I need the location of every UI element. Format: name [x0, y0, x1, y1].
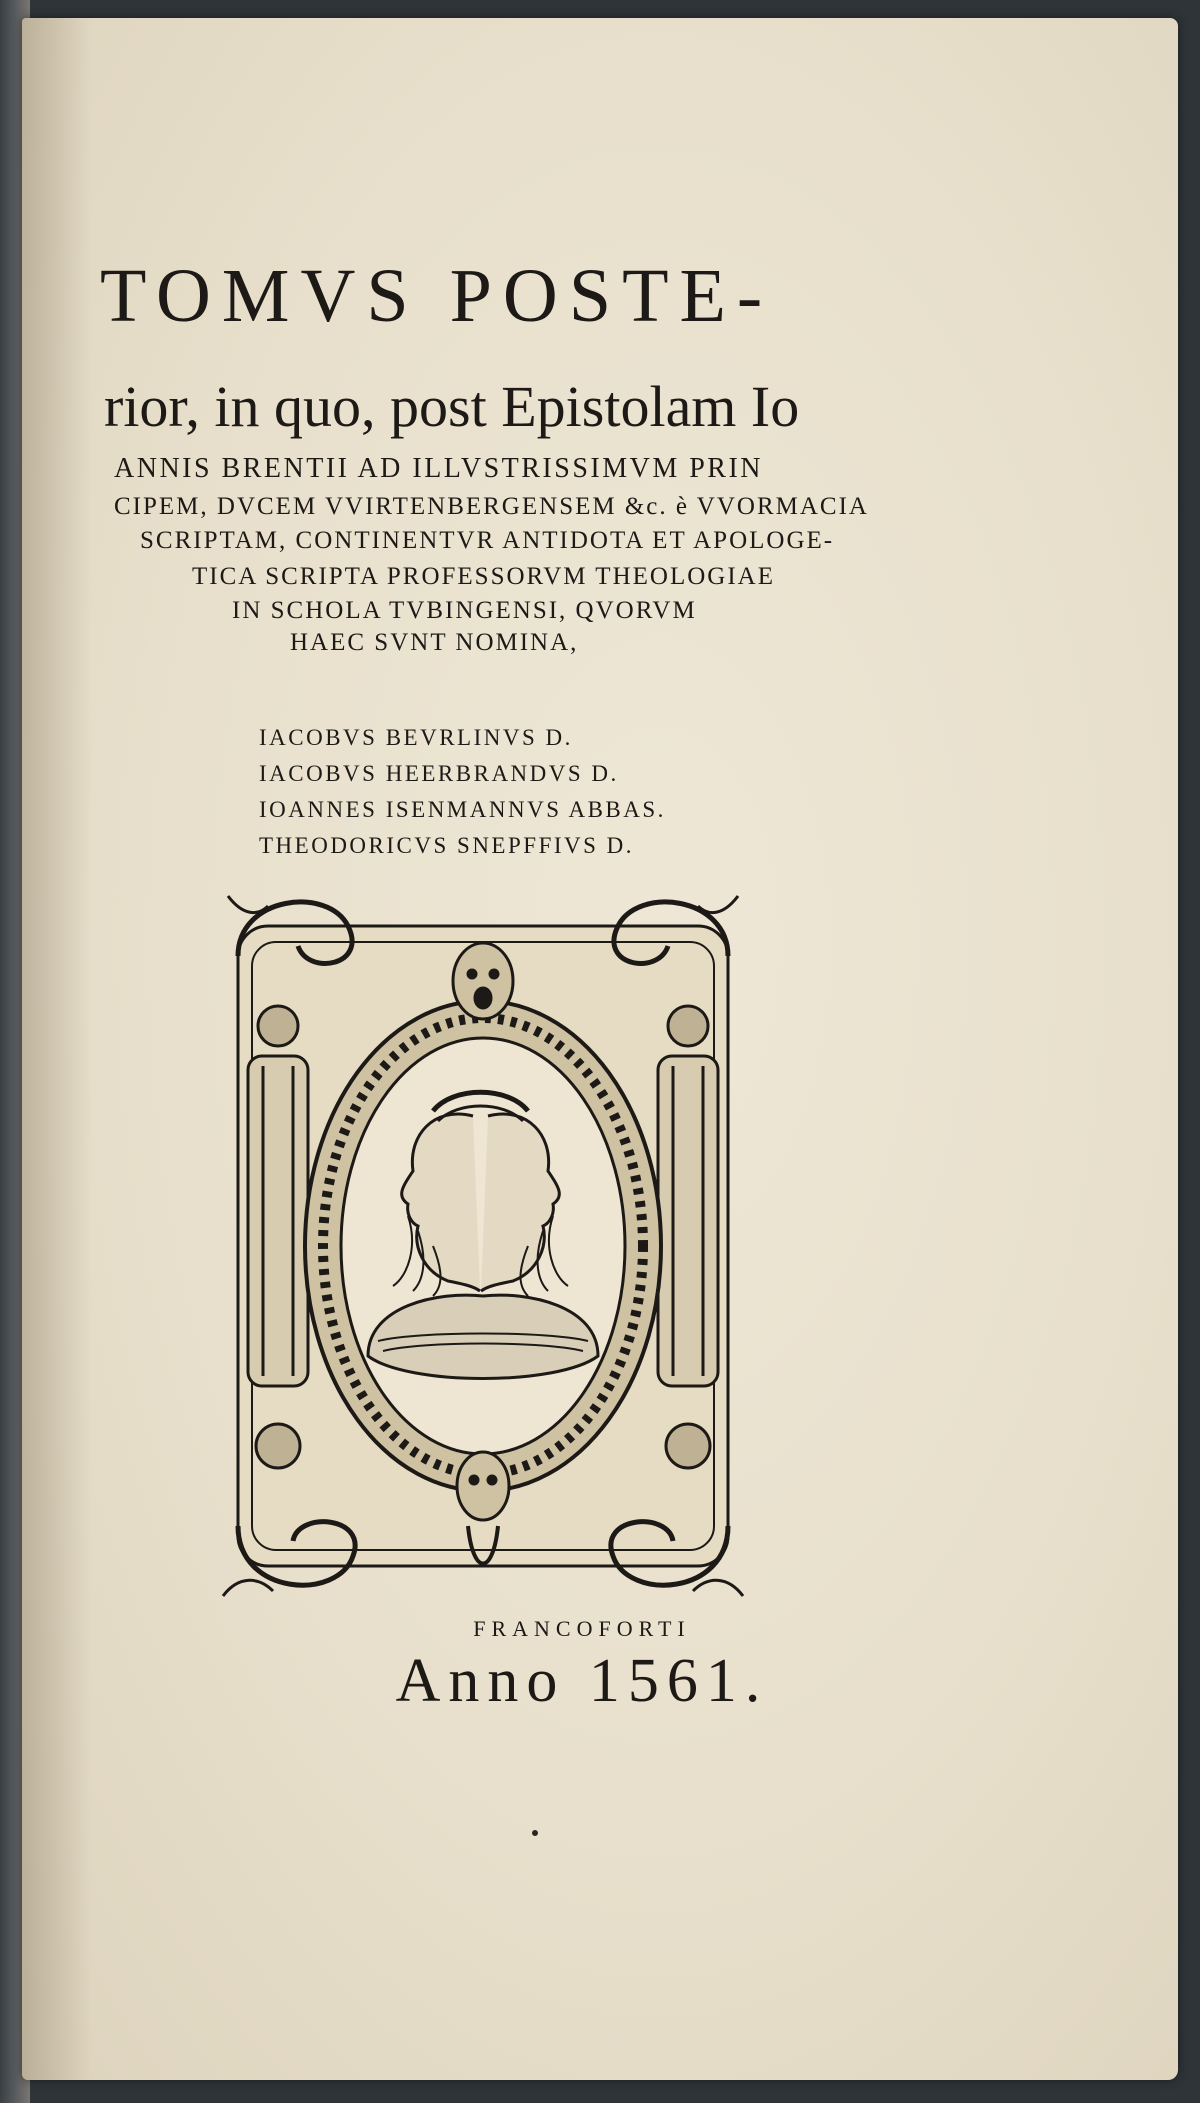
title-line-1: TOMVS POSTE- [100, 254, 774, 338]
title-page [22, 18, 1178, 2080]
body-line-4: TICA SCRIPTA PROFESSORVM THEOLOGIAE [192, 563, 775, 590]
imprint-city: FRANCOFORTI [473, 1616, 691, 1641]
body-line-2: CIPEM, DVCEM VVIRTENBERGENSEM &c. è VVORMACIA [114, 493, 869, 520]
ink-speck [532, 1830, 538, 1836]
body-line-5: IN SCHOLA TVBINGENSI, QVORVM [232, 597, 697, 624]
imprint-year: Anno 1561. [395, 1647, 769, 1715]
author-name-3: IOANNES ISENMANNVS ABBAS. [259, 797, 666, 822]
author-name-4: THEODORICVS SNEPFFIVS D. [259, 833, 635, 858]
page-gutter-shadow [22, 18, 92, 2080]
body-line-3: SCRIPTAM, CONTINENTVR ANTIDOTA ET APOLOGE- [140, 527, 835, 554]
body-line-6: HAEC SVNT NOMINA, [290, 629, 579, 656]
printers-device-woodcut [218, 886, 748, 1606]
title-line-2: rior, in quo, post Epistolam Io [104, 374, 800, 439]
author-name-2: IACOBVS HEERBRANDVS D. [259, 761, 619, 786]
author-name-1: IACOBVS BEVRLINVS D. [259, 725, 573, 750]
body-line-1: ANNIS BRENTII AD ILLVSTRISSIMVM PRIN [114, 453, 764, 484]
